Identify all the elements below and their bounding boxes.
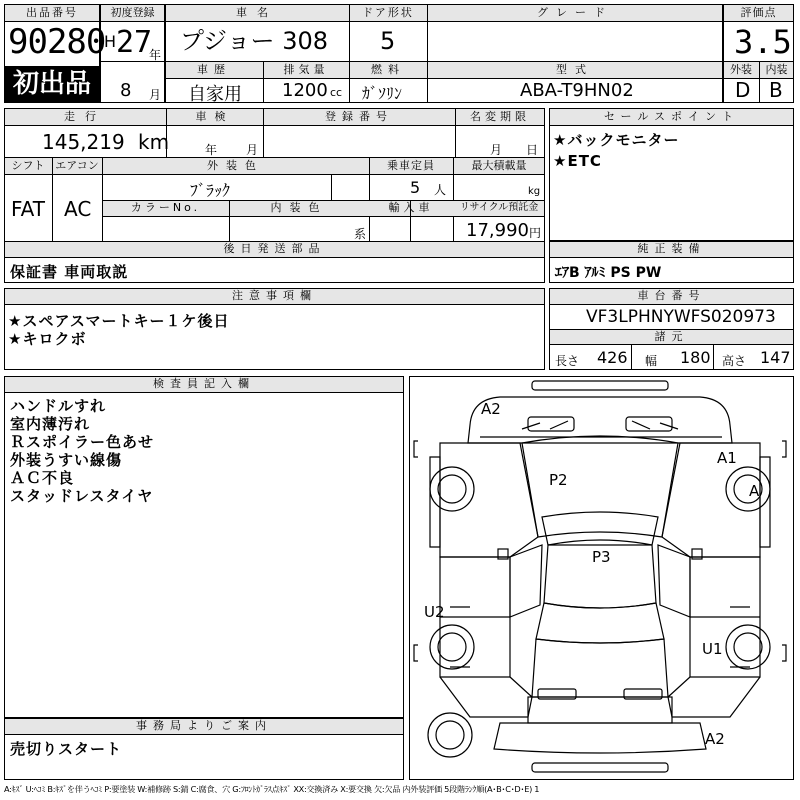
name-change-day-unit: 日 — [526, 143, 539, 157]
damage-mark-a2-bottom: A2 — [705, 730, 725, 748]
note-item: ★キロクボ — [8, 330, 87, 348]
registration-month: 8 — [120, 80, 132, 101]
damage-mark-a: A — [749, 482, 760, 500]
office-message: 売切りスタート — [10, 740, 123, 758]
chassis-label: 車台番号 — [637, 289, 706, 302]
height: 147 — [760, 348, 791, 367]
displacement: 1200 — [282, 80, 328, 101]
model-label: 型式 — [556, 63, 594, 76]
inspector-note: ハンドルすれ — [10, 397, 107, 415]
recycle-label: リサイクル預託金 — [459, 202, 539, 213]
shift-label: シフト — [11, 159, 45, 172]
inspection-year-unit: 年 — [205, 143, 218, 157]
registration-year-unit: 年 — [149, 48, 162, 62]
damage-mark-a1: A1 — [717, 449, 737, 467]
exterior-color-label: 外装色 — [207, 159, 264, 172]
name-change-month-unit: 月 — [490, 143, 503, 157]
air-conditioner: AC — [64, 197, 92, 221]
equipment-label: 純正装備 — [637, 242, 706, 255]
car-outline-diagram — [410, 377, 793, 779]
era: H — [104, 32, 117, 51]
ac-label: エアコン — [55, 159, 99, 172]
first-sale-badge: 初出品 — [5, 66, 99, 102]
first-registration-label: 初度登録 — [110, 6, 155, 19]
registration-year: 27 — [116, 25, 153, 60]
inspector-note: スタッドレスタイヤ — [10, 487, 154, 505]
max-load-label: 最大積載量 — [471, 159, 527, 172]
name-change-label: 名変期限 — [470, 110, 530, 123]
later-parts-label: 後日発送部品 — [223, 242, 326, 255]
notes-label: 注意事項欄 — [232, 289, 317, 302]
inspector-label: 検査員記入欄 — [153, 377, 255, 390]
import-label: 輸入車 — [388, 201, 434, 214]
mileage-unit: km — [138, 130, 170, 154]
inspector-note: 外装うすい線傷 — [10, 451, 123, 469]
damage-mark-p3: P3 — [592, 548, 611, 566]
capacity-unit: 人 — [434, 183, 447, 197]
capacity: 5 — [410, 178, 421, 197]
registration-number-label: 登録番号 — [325, 110, 393, 123]
grade-label: グレード — [537, 6, 613, 19]
width-label: 幅 — [645, 354, 658, 368]
interior-grade: B — [769, 78, 783, 102]
inspection-label: 車検 — [195, 110, 234, 123]
model: ABA-T9HN02 — [520, 80, 634, 101]
recycle-unit: 円 — [529, 226, 542, 240]
equipment: ｴｱB ｱﾙﾐ PS PW — [555, 265, 662, 281]
fuel-label: 燃料 — [371, 63, 405, 76]
damage-mark-p2: P2 — [549, 471, 568, 489]
door-type: 5 — [380, 27, 396, 55]
displacement-label: 排気量 — [283, 63, 329, 76]
later-parts: 保証書 車両取説 — [10, 263, 129, 281]
exterior-color: ﾌﾞﾗｯｸ — [190, 181, 231, 200]
interior-color-label: 内装色 — [270, 201, 328, 214]
lot-number-label: 出品番号 — [26, 6, 78, 19]
mileage: 145,219 — [42, 130, 125, 154]
dims-label: 諸元 — [654, 330, 689, 343]
car-name: プジョー 308 — [180, 27, 328, 55]
car-diagram — [409, 376, 794, 780]
car-name-label: 車名 — [236, 6, 278, 19]
height-label: 高さ — [722, 354, 747, 368]
history-label: 車歴 — [197, 63, 231, 76]
shift: FAT — [11, 197, 46, 221]
width: 180 — [680, 348, 711, 367]
inspector-note: 室内薄汚れ — [10, 415, 91, 433]
displacement-unit: cc — [330, 86, 343, 99]
score-label: 評価点 — [740, 6, 777, 19]
fuel: ｶﾞｿﾘﾝ — [362, 84, 403, 103]
sales-point-item: ★ETC — [553, 152, 602, 170]
max-load-unit: kg — [528, 186, 541, 197]
note-item: ★スペアスマートキー１ケ後日 — [8, 312, 230, 330]
damage-mark-u2: U2 — [424, 603, 445, 621]
sales-points-panel — [549, 108, 794, 241]
score: 3.5 — [734, 23, 792, 61]
damage-mark-a2-top: A2 — [481, 400, 501, 418]
sales-points-label: セールスポイント — [603, 110, 739, 123]
interior-grade-label: 内装 — [765, 63, 788, 76]
interior-color-suffix: 系 — [354, 227, 367, 241]
exterior-grade-label: 外装 — [730, 63, 752, 76]
inspector-note: ＡＣ不良 — [10, 469, 75, 487]
exterior-grade: D — [735, 78, 751, 102]
capacity-label: 乗車定員 — [387, 159, 435, 172]
chassis-number: VF3LPHNYWFS020973 — [586, 307, 776, 327]
color-number-label: カラーNo. — [130, 201, 201, 214]
inspection-month-unit: 月 — [246, 143, 259, 157]
history: 自家用 — [188, 84, 242, 105]
mileage-label: 走行 — [64, 110, 106, 123]
damage-mark-u1: U1 — [702, 640, 723, 658]
length-label: 長さ — [555, 354, 580, 368]
door-label: ドア形状 — [362, 6, 414, 19]
inspector-note: Ｒスポイラー色あせ — [10, 433, 155, 451]
lot-number: 90280 — [8, 22, 106, 62]
recycle-deposit: 17,990 — [466, 220, 529, 241]
registration-month-unit: 月 — [149, 88, 162, 102]
legend: A:ｷｽﾞ U:ﾍｺﾐ B:ｷｽﾞを伴うﾍｺﾐ P:要塗装 W:補修跡 S:錆 C:腐食、穴 G:ﾌﾛﾝﾄｶﾞﾗｽ点ｷｽﾞ XX:交換済み X:要交換 欠:欠品 内外装評価 5段階ﾗﾝｸ順(A･B･C･D･E) 1 — [4, 784, 540, 794]
length: 426 — [597, 348, 628, 367]
office-label: 事務局よりご案内 — [136, 719, 272, 732]
sales-point-item: ★バックモニター — [553, 131, 680, 149]
